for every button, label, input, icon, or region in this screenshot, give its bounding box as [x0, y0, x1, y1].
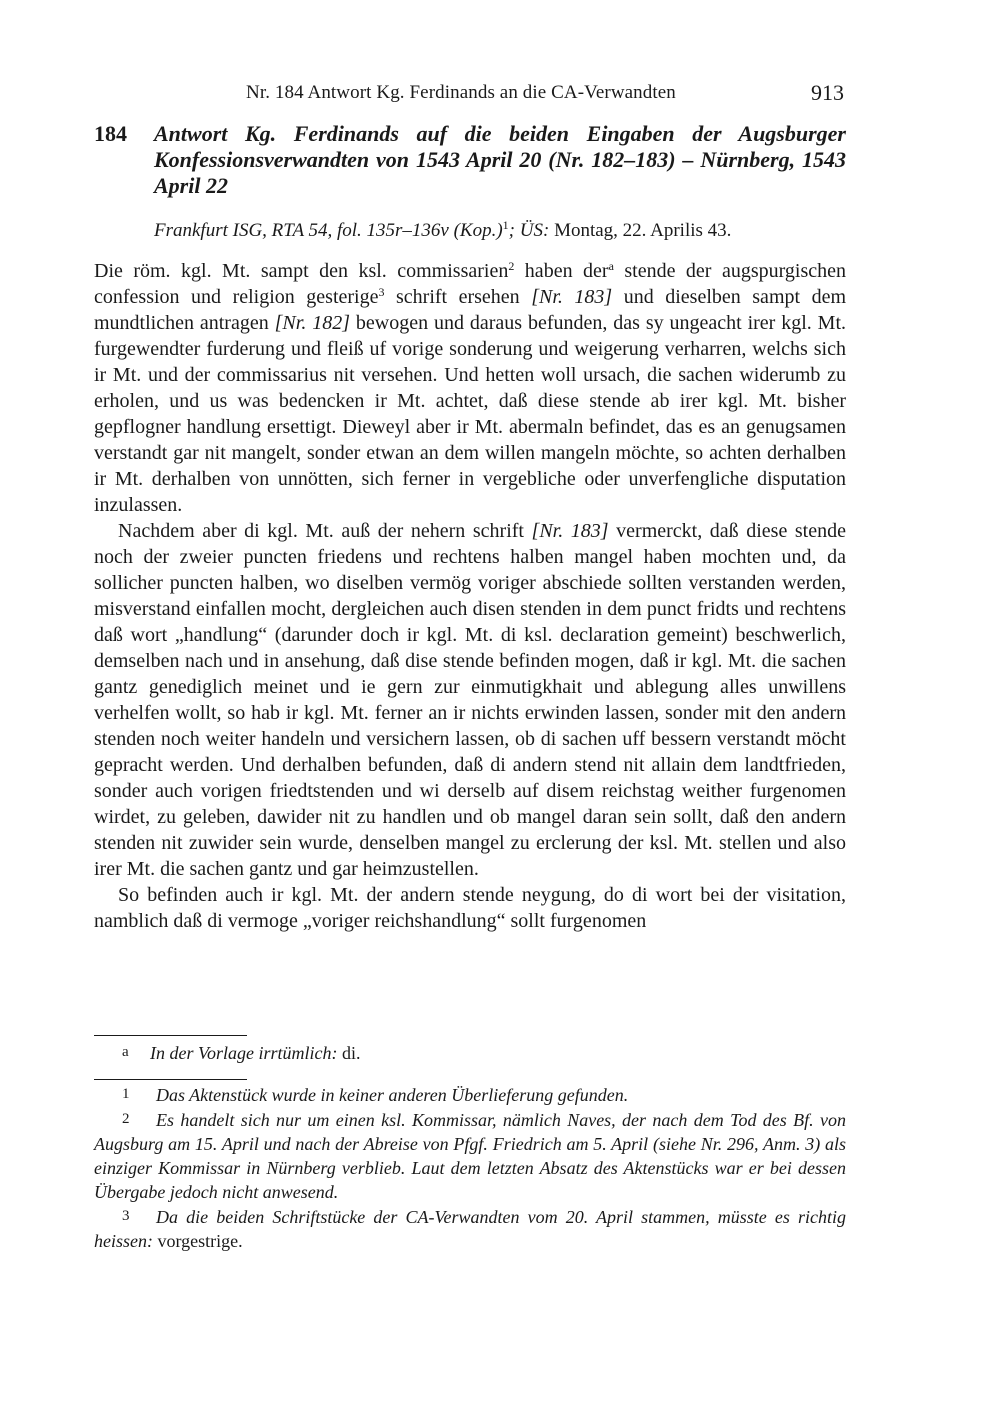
footnote-3 [94, 1204, 846, 1253]
footnote-text: di. [337, 1043, 361, 1063]
text-run: stende der augspurgischen confession und religion gesterige [94, 260, 846, 308]
text-run: bewogen und daraus befunden, das sy ungeacht irer kgl. Mt. furgewendter furderung und fleiß uf vorige sonderung und weigerung verharren, welchs sich ir Mt. und der commissarius nit versehen. Und hetten woll ursach, die sachen widerumb zu erholen, und us was bedencken ir Mt. achtet, daß diese stende ab irer kgl. Mt. bisher gepflogner handlung ersettigt. Dieweyl aber ir Mt. abermaln befindet, das es an genugsamen verstandt gar nit mangelt, sonder etwan an dem willen mangeln möchte, so achten derhalben ir Mt. derhalben von unnötten, sich ferner in vergebliche oder unverfengliche disputation inzulassen. [94, 312, 847, 516]
text-run: schrift ersehen [384, 286, 532, 308]
paragraph-2 [94, 518, 846, 882]
footnote-rule-alpha [94, 1035, 247, 1036]
source-us-text: Montag, 22. Aprilis 43. [549, 220, 732, 241]
page-number: 913 [811, 80, 844, 105]
cross-reference: [Nr. 182] [274, 312, 350, 334]
text-run: Die röm. kgl. Mt. sampt den ksl. commissarien [94, 260, 509, 282]
footnote-2 [94, 1107, 846, 1204]
footnote-label: 2 [122, 1111, 130, 1127]
footnote-label: 3 [122, 1208, 130, 1224]
footnote-a [94, 1040, 846, 1065]
source-archive: Frankfurt ISG, RTA 54, fol. 135r–136v (Kop.) [154, 220, 503, 241]
footnotes-alpha [94, 1040, 846, 1065]
text-run: haben der [514, 260, 609, 282]
footnote-italic: Da die beiden Schriftstücke der CA-Verwandten vom 20. April stammen, müsste es richtig heissen: [94, 1207, 846, 1251]
document-number: 184 [94, 121, 127, 146]
text-run: und dieselben sampt dem mundtlichen antragen [94, 286, 846, 334]
footnote-text: vorgestrige. [152, 1231, 243, 1251]
footnote-italic: In der Vorlage irrtümlich: [150, 1043, 338, 1063]
footnote-label: 1 [122, 1086, 130, 1102]
document-title: Antwort Kg. Ferdinands auf die beiden Eingaben der Augsburger Konfessionsverwandten von 1543 April 20 (Nr. 182–183) – Nürnberg, 1543 April 22 [154, 121, 846, 198]
text-run: Nachdem aber di kgl. Mt. auß der nehern schrift [118, 520, 532, 542]
running-head [94, 80, 846, 106]
source-line [154, 219, 846, 243]
footnotes-numeric [94, 1082, 846, 1253]
paragraph-3: So befinden auch ir kgl. Mt. der andern stende neygung, do di wort bei der visitation, namblich daß di vermoge „voriger reichshandlung“ sollt furgenomen [94, 884, 846, 932]
footnote-italic: Es handelt sich nur um einen ksl. Kommissar, nämlich Naves, der nach dem Tod des Bf. von Augsburg am 15. April und nach der Abreise von Pfgf. Friedrich am 5. April (siehe Nr. 296, Anm. 3) als einziger Kommissar in Nürnberg verblieb. Laut dem letzten Absatz des Aktenstücks war er bei dessen Übergabe jedoch nicht anwesend. [94, 1110, 846, 1202]
running-head-title: Nr. 184 Antwort Kg. Ferdinands an die CA-Verwandten [246, 82, 676, 103]
footnote-rule-numeric [94, 1079, 247, 1080]
footnote-ref-a[interactable]: a [608, 259, 614, 273]
footnote-ref-2[interactable]: 2 [508, 259, 515, 273]
footnote-ref-3[interactable]: 3 [378, 285, 385, 299]
text-run: vermerckt, daß diese stende noch der zweier puncten friedens und rechtens halben mangel haben mochten und, da sollicher puncten halben, wo diselben vermög voriger abschiede sollten verstanden werden, misverstand einfallen mocht, dergleichen auch disen stenden in dem punct fridts und rechtens daß wort „handlung“ (darunder doch ir kgl. Mt. di ksl. declaration gemeint) beschwerlich, demselben nach und in ansehung, daß dise stende befinden mogen, daß ir kgl. Mt. die sachen gantz genediglich meinet und ie gern zur einmutigkhait und ablegung alles unwillens verhelfen wollt, so hab ir kgl. Mt. ferner an ir nichts erwinden lassen, sonder mit den andern stenden noch weiter handeln und versichern lassen, ob di sachen uff bessern verstandt möcht gepracht werden. Und derhalben befunden, daß di andern stend nit allain dem landtfrieden, sonder auch vorigen friedtstenden und wi derselb auf disem reichstag weither furgenomen wirdet, zu geleben, dawider nit zu handlen und ob mangel daran sein sollt, daß den andern stenden nit zuwider sein wurde, denselben mangel zu erclerung der ksl. Mt. stellen und also irer Mt. die sachen gantz und gar heimzustellen. [94, 520, 846, 880]
cross-reference: [Nr. 183] [531, 286, 613, 308]
footnote-1 [94, 1082, 846, 1107]
footnote-label: a [122, 1044, 129, 1060]
source-us-label: ; ÜS: [508, 220, 550, 241]
cross-reference: [Nr. 183] [531, 520, 609, 542]
body-text [94, 258, 846, 934]
footnote-ref-1[interactable]: 1 [502, 218, 509, 232]
footnote-italic: Das Aktenstück wurde in keiner anderen Überlieferung gefunden. [156, 1085, 629, 1105]
paragraph-1 [94, 258, 846, 518]
